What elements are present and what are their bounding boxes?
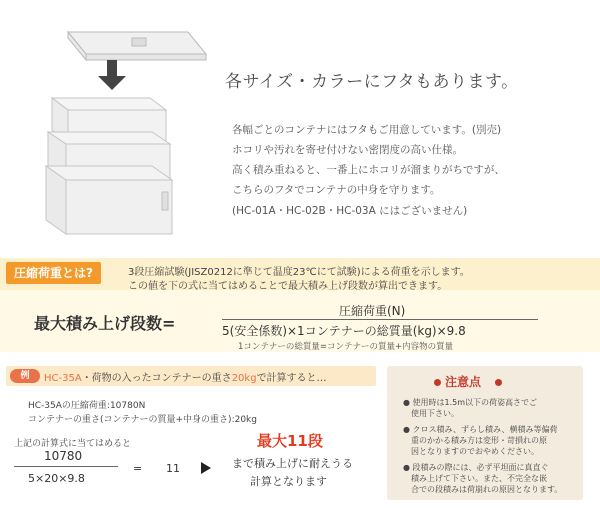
caution-item-line: ● クロス積み、ずらし積み、横積み等偏荷 — [403, 425, 558, 434]
example-badge: 例 — [10, 369, 40, 383]
result-text: まで積み上げに耐えうる — [232, 457, 353, 470]
formula-denominator: 5(安全係数)×1コンテナーの総質量(kg)×9.8 — [222, 324, 466, 338]
caution-dot-icon — [434, 379, 441, 386]
lid-paragraph-line: 各幅ごとのコンテナにはフタもご用意しています。(別売) — [232, 124, 502, 136]
caution-item-line: 積み上げて下さい。また、不完全な嵌 — [411, 474, 547, 483]
compression-load-description: この値を下の式に当てはめることで最大積み上げ段数が算出できます。 — [128, 281, 448, 292]
formula-numerator: 圧縮荷重(N) — [339, 304, 406, 318]
example-model: HC-35A — [44, 373, 82, 384]
calc-fraction-bar — [14, 466, 118, 467]
caution-item-line: ● 段積みの際には、必ず平坦面に真直ぐ — [403, 463, 549, 472]
formula-fraction-bar — [222, 319, 538, 320]
calc-result: 11 — [166, 462, 180, 475]
example-line: HC-35Aの圧縮荷重:10780N — [28, 401, 146, 411]
down-arrow-icon — [98, 60, 126, 90]
example-title-text: で計算すると… — [256, 373, 327, 384]
formula-label: 最大積み上げ段数= — [34, 314, 176, 333]
compression-load-label: 圧縮荷重とは? — [6, 262, 101, 284]
caution-item-line: ● 使用時は1.5m以下の荷姿高さでご — [403, 398, 538, 407]
result-text: 計算となります — [250, 475, 327, 488]
lid-heading: 各サイズ・カラーにフタもあります。 — [225, 72, 519, 92]
container-image-large — [46, 166, 172, 234]
example-title — [44, 369, 327, 384]
compression-load-description: 3段圧縮試験(JISZ0212に準じて温度23℃にて試験)による荷重を示します。 — [128, 267, 470, 278]
lid-paragraph-line: 高く積み重ねると、一番上にホコリが溜まりがちですが、 — [232, 164, 505, 176]
right-arrow-icon — [201, 462, 211, 474]
example-weight: 20kg — [231, 373, 257, 384]
lid-paragraph-line: ホコリや汚れを寄せ付けない密閉度の高い仕様。 — [232, 144, 463, 156]
example-line: コンテナーの重さ(コンテナーの質量+中身の重さ):20kg — [28, 415, 257, 425]
calc-label: 上記の計算式に当てはめると — [14, 439, 132, 449]
lid-paragraph-line: こちらのフタでコンテナの中身を守ります。 — [232, 184, 441, 196]
calc-numerator: 10780 — [44, 449, 83, 463]
caution-dot-icon — [495, 379, 502, 386]
container-stack-illustration — [40, 8, 210, 240]
lid-paragraph-line: (HC-01A・HC-02B・HC-03A にはございません) — [232, 205, 468, 217]
formula-note: 1コンテナーの総質量=コンテナーの質量+内容物の質量 — [238, 342, 454, 352]
caution-item-line: 合での段積みは荷崩れの原因となります。 — [411, 485, 563, 494]
lid-image — [68, 32, 206, 60]
caution-item-line: 重のかかる積み方は変形・苛損れの原 — [411, 436, 547, 445]
example-title-text: ・荷物の入ったコンテナーの重さ — [81, 373, 232, 384]
caution-item-line: 因となりますのでおやめください。 — [411, 447, 539, 456]
result-highlight: 最大11段 — [257, 432, 323, 450]
calc-equals: = — [133, 462, 143, 475]
calc-denominator: 5×20×9.8 — [28, 472, 85, 485]
caution-title: 注意点 — [445, 375, 482, 389]
caution-item-line: 使用下さい。 — [411, 409, 459, 418]
